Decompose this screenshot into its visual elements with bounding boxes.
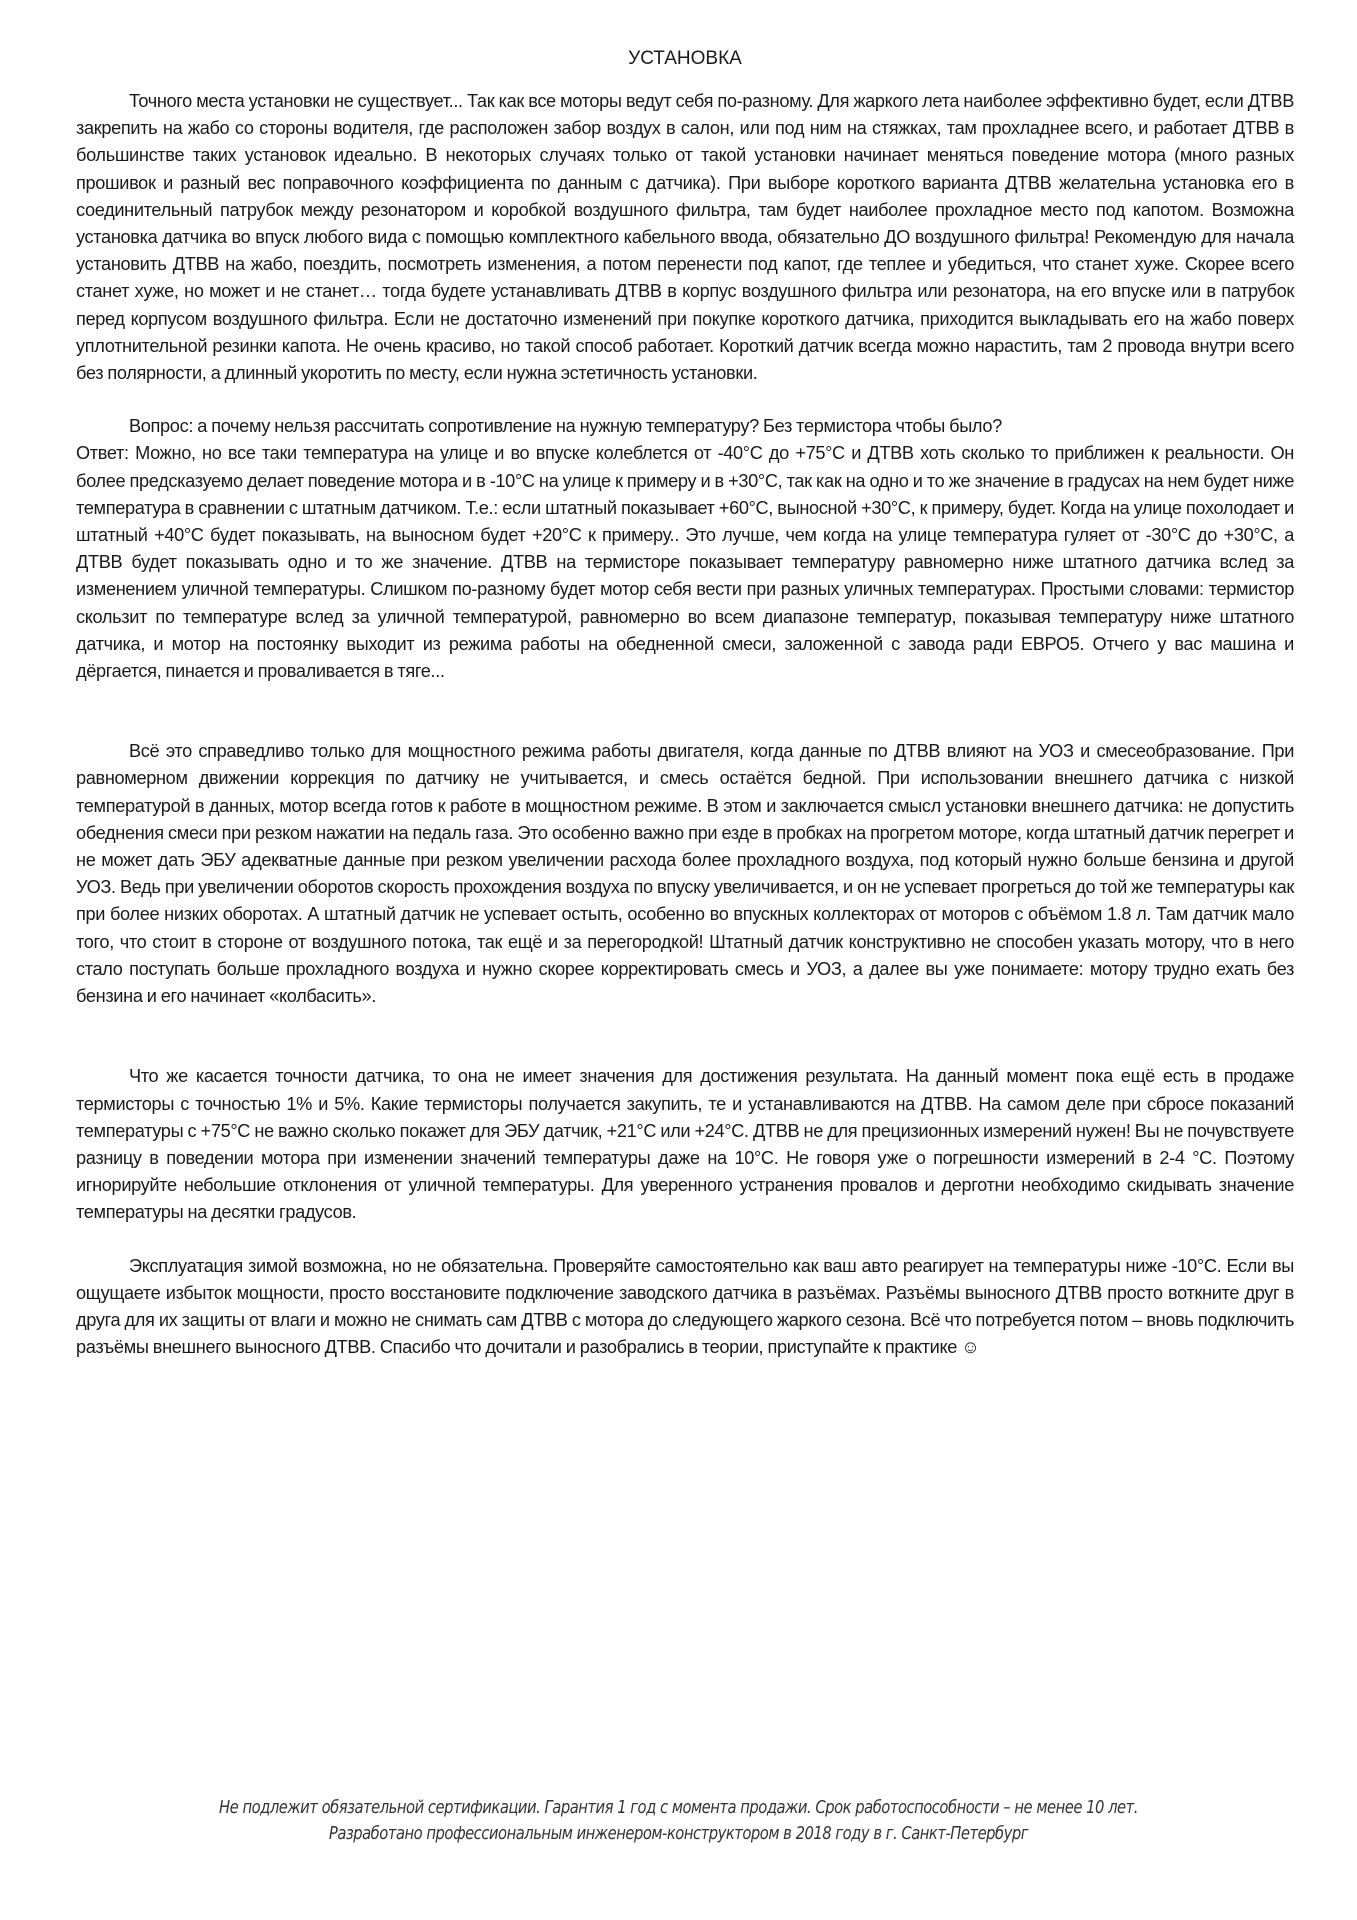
footer-note: [122, 1795, 1235, 1847]
answer-text: Ответ: Можно, но все таки температура на улице и во впуске колеблется от -40°С до +75°С и ДТВВ хоть сколько то приближен к реальности. Он более предсказуемо делает поведение мотора и в -10°С на улице к примеру и в +30°С, так как на одно и то же значение в градусах на нем будет ниже температура в сравнении с штатным датчиком. Т.е.: если штатный показывает +60°С, выносной +30°С, к примеру, будет. Когда на улице похолодает и штатный +40°С будет показывать, на выносном будет +20°С к примеру.. Это лучше, чем когда на улице температура гуляет от -30°С до +30°С, а ДТВВ будет показывать одно и то же значение. ДТВВ на термисторе показывает температуру равномерно ниже штатного датчика вслед за изменением уличной температуры. Слишком по-разному будет мотор себя вести при разных уличных температурах. Простыми словами: термистор скользит по температуре вслед за уличной температурой, равномерно во всем диапазоне температур, показывая температуру ниже штатного датчика, и мотор на постоянку выходит из режима работы на обедненной смеси, заложенной с завода ради ЕВРО5. Отчего у вас машина и дёргается, пинается и проваливается в тяге...: [76, 443, 1294, 682]
footer-warranty-line: Не подлежит обязательной сертификации. Гарантия 1 год с момента продажи. Срок работоспособности – не менее 10 лет.: [219, 1797, 1138, 1818]
footer-author-line: Разработано профессиональным инженером-конструктором в 2018 году в г. Санкт-Петербург: [328, 1823, 1029, 1844]
question-text: Вопрос: а почему нельзя рассчитать сопротивление на нужную температуру? Без термистора чтобы было?: [129, 416, 1002, 437]
page-title: УСТАНОВКА: [628, 48, 742, 69]
paragraph-power-mode: Всё это справедливо только для мощностного режима работы двигателя, когда данные по ДТВВ влияют на УОЗ и смесеобразование. При равномерном движении коррекция по датчику не учитывается, и смесь остаётся бедной. При использовании внешнего датчика с низкой температурой в данных, мотор всегда готов к работе в мощностном режиме. В этом и заключается смысл установки внешнего датчика: не допустить обеднения смеси при резком нажатии на педаль газа. Это особенно важно при езде в пробках на прогретом моторе, когда штатный датчик перегрет и не может дать ЭБУ адекватные данные при резком увеличении расхода более прохладного воздуха, под который нужно больше бензина и другой УОЗ. Ведь при увеличении оборотов скорость прохождения воздуха по впуску увеличивается, и он не успевает прогреться до той же температуры как при более низких оборотах. А штатный датчик не успевает остыть, особенно во впускных коллекторах от моторов с объёмом 1.8 л. Там датчик мало того, что стоит в стороне от воздушного потока, так ещё и за перегородкой! Штатный датчик конструктивно не способен указать мотору, что в него стало поступать больше прохладного воздуха и нужно скорее корректировать смесь и УОЗ, а далее вы уже понимаете: мотору трудно ехать без бензина и его начинает «колбасить».: [76, 741, 1294, 1007]
paragraph-installation: Точного места установки не существует... Так как все моторы ведут себя по-разному. Для жаркого лета наиболее эффективно будет, если ДТВВ закрепить на жабо со стороны водителя, где расположен забор воздух в салон, или под ним на стяжках, там прохладнее всего, и работает ДТВВ в большинстве таких установок идеально. В некоторых случаях только от такой установки начинает меняться поведение мотора (много разных прошивок и разный вес поправочного коэффициента по данным с датчика). При выборе короткого варианта ДТВВ желательна установка его в соединительный патрубок между резонатором и коробкой воздушного фильтра, там будет наиболее прохладное место под капотом. Возможна установка датчика во впуск любого вида с помощью комплектного кабельного ввода, обязательно ДО воздушного фильтра! Рекомендую для начала установить ДТВВ на жабо, поездить, посмотреть изменения, а потом перенести под капот, где теплее и убедиться, что станет хуже. Скорее всего станет хуже, но может и не станет… тогда будете устанавливать ДТВВ в корпус воздушного фильтра или резонатора, на его впуске или в патрубок перед корпусом воздушного фильтра. Если не достаточно изменений при покупке короткого датчика, приходится выкладывать его на жабо поверх уплотнительной резинки капота. Не очень красиво, но такой способ работает. Короткий датчик всегда можно нарастить, там 2 провода внутри всего без полярности, а длинный укоротить по месту, если нужна эстетичность установки.: [76, 91, 1294, 384]
document-page: [76, 46, 1294, 1387]
paragraph-accuracy: Что же касается точности датчика, то она не имеет значения для достижения результата. На данный момент пока ещё есть в продаже термисторы с точностью 1% и 5%. Какие термисторы получается закупить, те и устанавливаются на ДТВВ. На самом деле при сбросе показаний температуры с +75°С не важно сколько покажет для ЭБУ датчик, +21°С или +24°С. ДТВВ не для прецизионных измерений нужен! Вы не почувствуете разницу в поведении мотора при изменении значений температуры даже на 10°С. Не говоря уже о погрешности измерений в 2-4 °С. Поэтому игнорируйте небольшие отклонения от уличной температуры. Для уверенного устранения провалов и дерготни необходимо скидывать значение температуры на десятки градусов.: [76, 1066, 1294, 1223]
paragraph-winter: Эксплуатация зимой возможна, но не обязательна. Проверяйте самостоятельно как ваш авто реагирует на температуры ниже -10°С. Если вы ощущаете избыток мощности, просто восстановите подключение заводского датчика в разъёмах. Разъёмы выносного ДТВВ просто воткните друг в друга для их защиты от влаги и можно не снимать сам ДТВВ с мотора до следующего жаркого сезона. Всё что потребуется потом – вновь подключить разъёмы внешнего выносного ДТВВ. Спасибо что дочитали и разобрались в теории, приступайте к практике ☺: [76, 1255, 1294, 1358]
